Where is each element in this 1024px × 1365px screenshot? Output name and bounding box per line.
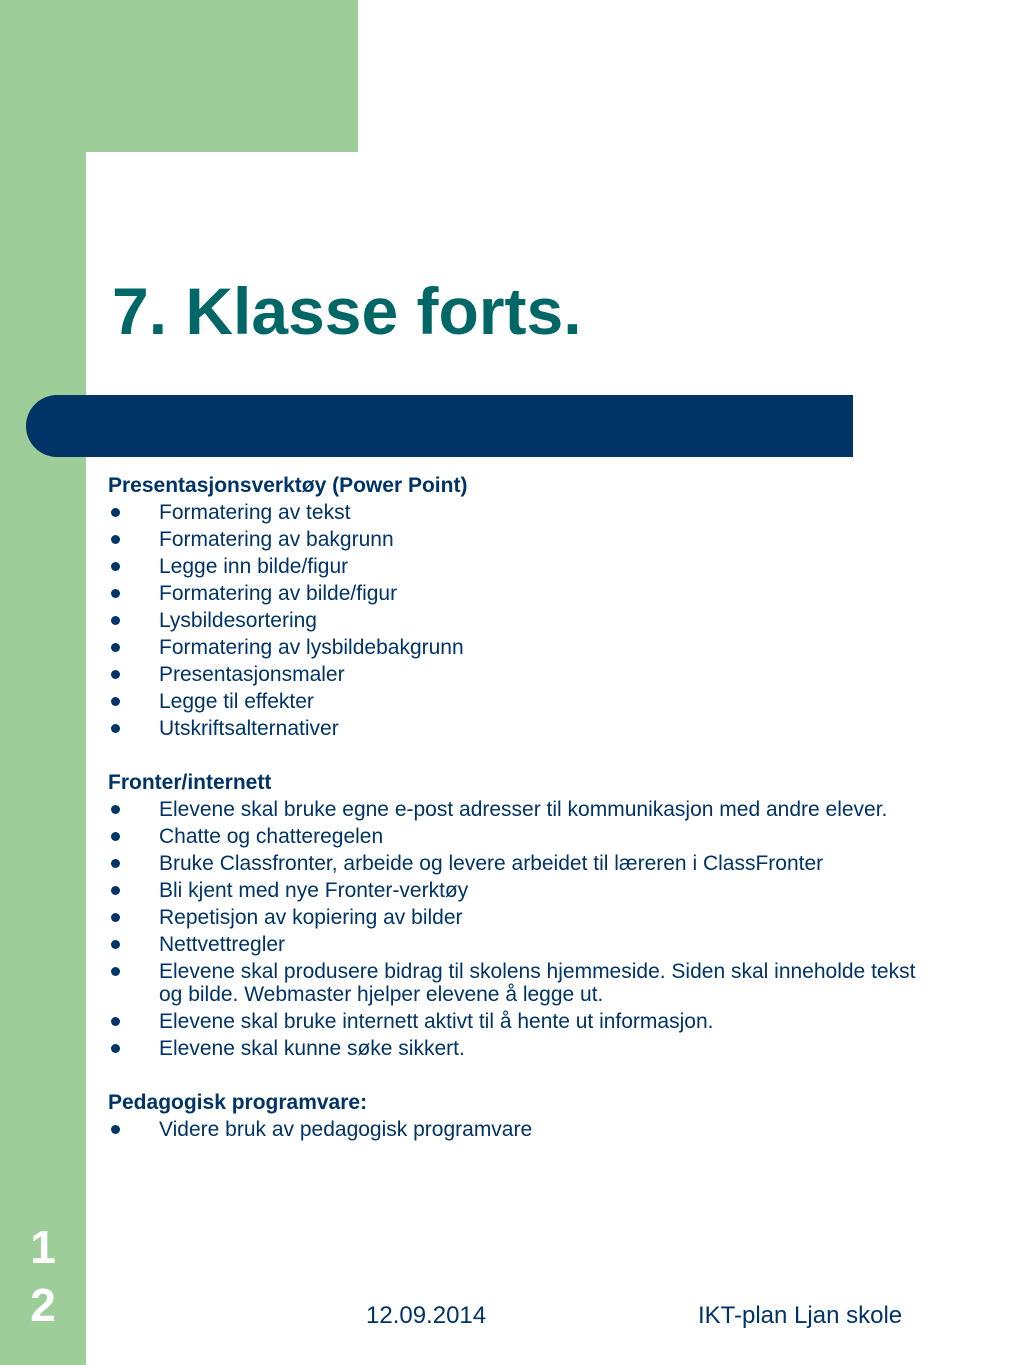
bullet-list	[108, 499, 938, 742]
list-item-text: Formatering av tekst	[159, 501, 351, 524]
list-item-text: Utskriftsalternativer	[159, 717, 339, 740]
list-item	[108, 580, 938, 607]
slide-number-digit-2: 2	[30, 1279, 56, 1331]
section-fronter	[108, 769, 938, 1062]
bullet-icon	[111, 508, 120, 517]
section-powerpoint	[108, 472, 938, 742]
list-item	[108, 1035, 938, 1062]
section-spacer	[108, 1062, 938, 1089]
list-item	[108, 1008, 938, 1035]
bullet-icon	[111, 805, 120, 814]
list-item-text: Presentasjonsmaler	[159, 663, 345, 686]
bullet-icon	[111, 724, 120, 733]
section-heading: Presentasjonsverktøy (Power Point)	[108, 474, 468, 497]
bullet-icon	[111, 886, 120, 895]
bullet-list	[108, 1116, 938, 1143]
footer-date: 12.09.2014	[366, 1302, 487, 1329]
bullet-icon	[111, 940, 120, 949]
bullet-icon	[111, 616, 120, 625]
title-divider-bar	[26, 395, 853, 457]
bullet-icon	[111, 670, 120, 679]
slide-title: 7. Klasse forts.	[112, 274, 582, 348]
list-item-text: Elevene skal kunne søke sikkert.	[159, 1037, 465, 1060]
section-spacer	[108, 742, 938, 769]
footer-title: IKT-plan Ljan skole	[698, 1302, 903, 1329]
list-item-text: Lysbildesortering	[159, 609, 317, 632]
list-item-text: Legge til effekter	[159, 690, 314, 713]
list-item	[108, 499, 938, 526]
bullet-icon	[111, 697, 120, 706]
section-heading: Fronter/internett	[108, 771, 272, 794]
list-item	[108, 1116, 938, 1143]
green-top-block	[0, 0, 358, 152]
list-item-text: Videre bruk av pedagogisk programvare	[159, 1118, 533, 1141]
list-item-text: Nettvettregler	[159, 933, 286, 956]
list-item-text: Elevene skal bruke egne e-post adresser til kommunikasjon med andre elever.	[159, 798, 888, 821]
list-item	[108, 634, 938, 661]
list-item	[108, 526, 938, 553]
slide-content	[108, 472, 938, 1143]
bullet-icon	[111, 562, 120, 571]
list-item	[108, 850, 938, 877]
list-item-text: Bruke Classfronter, arbeide og levere arbeidet til læreren i ClassFronter	[159, 852, 824, 875]
list-item-text: Formatering av bilde/figur	[159, 582, 398, 605]
list-item-text: Legge inn bilde/figur	[159, 555, 349, 578]
bullet-list	[108, 796, 938, 1062]
bullet-icon	[111, 832, 120, 841]
bullet-icon	[111, 643, 120, 652]
green-side-band	[0, 0, 86, 1365]
list-item-text: Chatte og chatteregelen	[159, 825, 384, 848]
slide-number-digit-1: 1	[30, 1221, 56, 1273]
list-item	[108, 553, 938, 580]
list-item	[108, 931, 938, 958]
bullet-icon	[111, 967, 120, 976]
list-item	[108, 715, 938, 742]
bullet-icon	[111, 859, 120, 868]
list-item	[108, 796, 938, 823]
bullet-icon	[111, 913, 120, 922]
bullet-icon	[111, 1044, 120, 1053]
list-item-text: Formatering av lysbildebakgrunn	[159, 636, 464, 659]
list-item-text: Elevene skal produsere bidrag til skolens hjemmeside. Siden skal inneholde tekst og bilde. Webmaster hjelper elevene å legge ut.	[159, 960, 916, 1006]
list-item	[108, 688, 938, 715]
list-item	[108, 904, 938, 931]
section-heading: Pedagogisk programvare:	[108, 1091, 368, 1114]
list-item-text: Repetisjon av kopiering av bilder	[159, 906, 463, 929]
list-item	[108, 607, 938, 634]
bullet-icon	[111, 1125, 120, 1134]
list-item-text: Elevene skal bruke internett aktivt til å hente ut informasjon.	[159, 1010, 714, 1033]
list-item-text: Bli kjent med nye Fronter-verktøy	[159, 879, 469, 902]
list-item	[108, 958, 938, 1008]
bullet-icon	[111, 535, 120, 544]
list-item	[108, 877, 938, 904]
list-item	[108, 661, 938, 688]
list-item-text: Formatering av bakgrunn	[159, 528, 394, 551]
bullet-icon	[111, 589, 120, 598]
bullet-icon	[111, 1017, 120, 1026]
list-item	[108, 823, 938, 850]
section-pedagogisk	[108, 1089, 938, 1143]
